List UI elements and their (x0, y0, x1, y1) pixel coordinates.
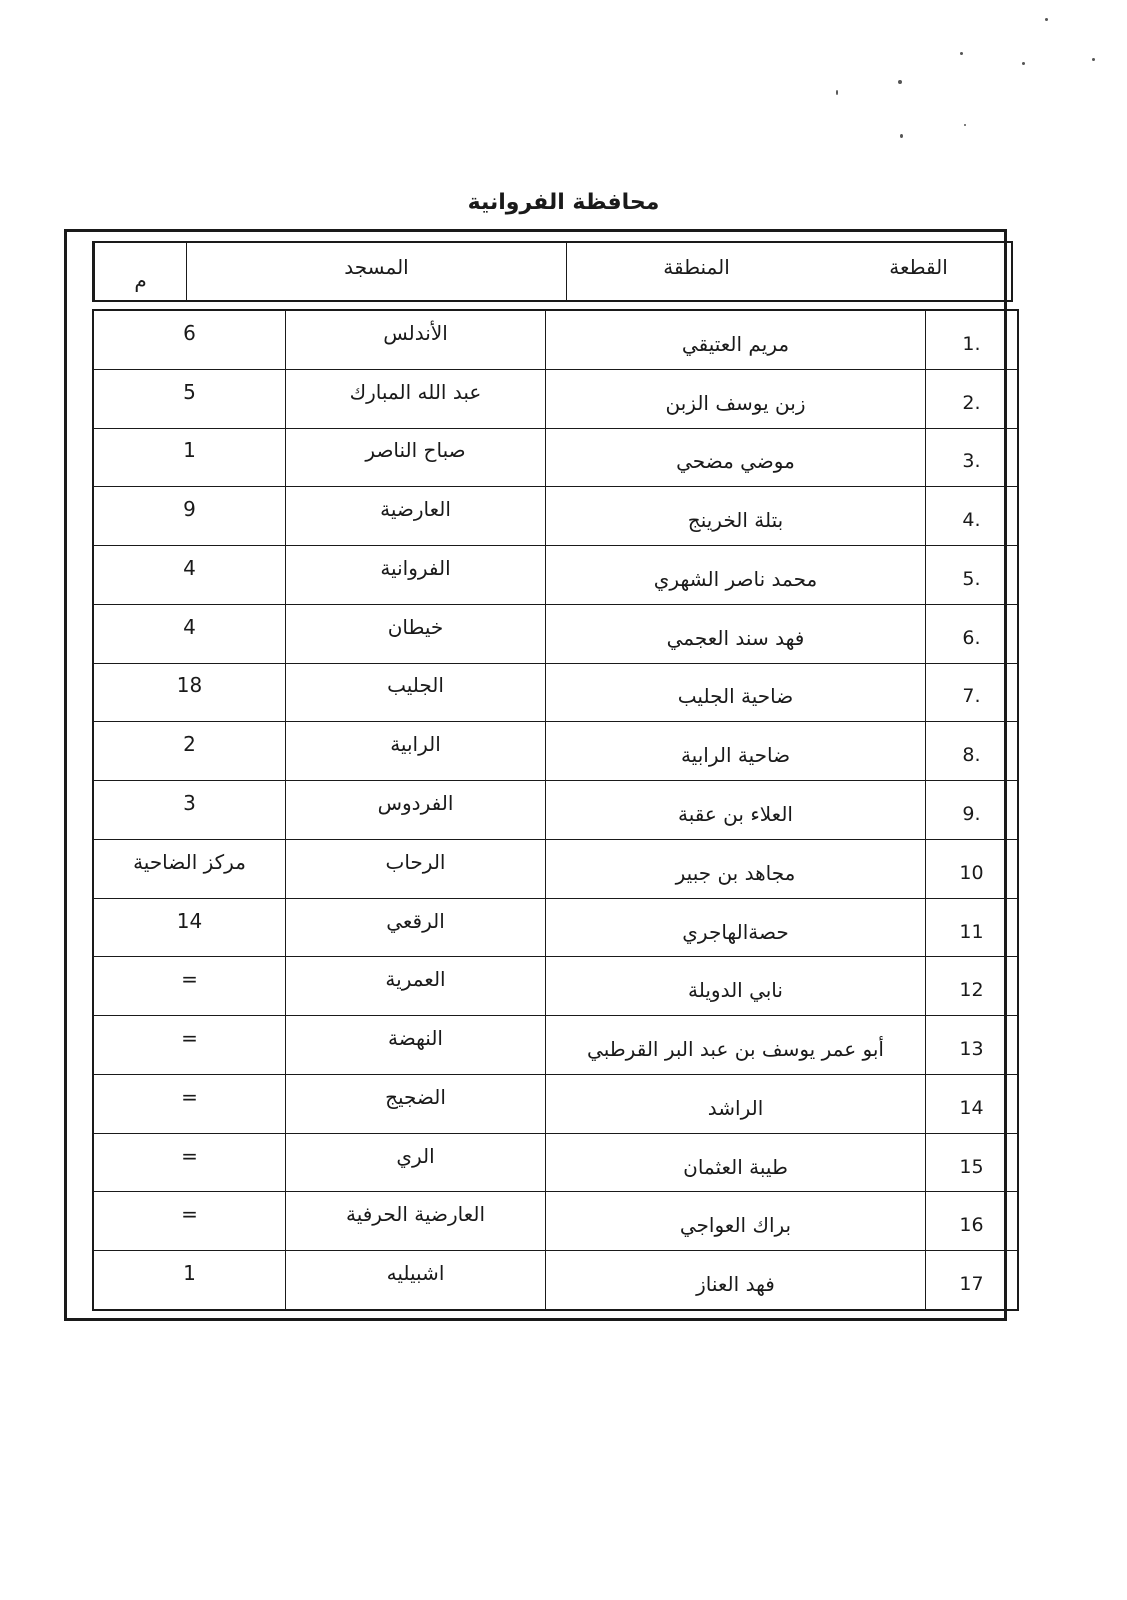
table-row (94, 487, 1017, 546)
row-block: = (181, 967, 198, 992)
table-row (94, 957, 1017, 1016)
table-row (94, 546, 1017, 605)
table-row (94, 429, 1017, 488)
table-row (94, 664, 1017, 723)
scan-speck (964, 124, 966, 126)
row-block: 14 (176, 908, 203, 933)
row-block: 5 (183, 379, 196, 404)
row-mosque: الراشد (545, 1075, 925, 1133)
row-block: 2 (183, 732, 196, 757)
row-area: عبد الله المبارك (285, 370, 545, 428)
row-block: = (181, 1202, 198, 1227)
row-mosque: نابي الدويلة (545, 957, 925, 1015)
row-area: الأندلس (285, 311, 545, 369)
row-area: العمرية (285, 957, 545, 1015)
table-row (94, 311, 1017, 370)
table-row (94, 1192, 1017, 1251)
row-number: 12 (925, 957, 1017, 1015)
table-header (92, 241, 1013, 302)
row-block: 4 (183, 555, 196, 580)
table-row (94, 370, 1017, 429)
table-row (94, 899, 1017, 958)
row-area: الضجيج (285, 1075, 545, 1133)
scan-speck (1022, 62, 1025, 65)
row-number: 4. (925, 487, 1017, 545)
row-number: 6. (925, 605, 1017, 663)
row-area: الرحاب (285, 840, 545, 898)
row-area: العارضية الحرفية (285, 1192, 545, 1250)
row-mosque: طيبة العثمان (545, 1134, 925, 1192)
row-block: 6 (183, 320, 196, 345)
row-block: 1 (183, 1261, 196, 1286)
row-block: 9 (183, 497, 196, 522)
header-number: م (94, 243, 186, 300)
row-number: 9. (925, 781, 1017, 839)
row-mosque: زبن يوسف الزبن (545, 370, 925, 428)
row-number: 13 (925, 1016, 1017, 1074)
row-number: 3. (925, 429, 1017, 487)
row-area: صباح الناصر (285, 429, 545, 487)
row-block: = (181, 1084, 198, 1109)
row-mosque: موضي مضحي (545, 429, 925, 487)
table-row (94, 1016, 1017, 1075)
header-mosque: المسجد (186, 243, 566, 300)
row-area: الري (285, 1134, 545, 1192)
row-block: = (181, 1026, 198, 1051)
row-area: الفردوس (285, 781, 545, 839)
table-row (94, 1251, 1017, 1309)
row-number: 1. (925, 311, 1017, 369)
row-number: 15 (925, 1134, 1017, 1192)
table-row (94, 840, 1017, 899)
row-block: مركز الضاحية (133, 849, 246, 874)
table-row (94, 781, 1017, 840)
row-mosque: محمد ناصر الشهري (545, 546, 925, 604)
row-area: الرقعي (285, 899, 545, 957)
row-number: 7. (925, 664, 1017, 722)
row-area: الجليب (285, 664, 545, 722)
row-block: 4 (183, 614, 196, 639)
table-row (94, 1134, 1017, 1193)
row-block: = (181, 1143, 198, 1168)
row-area: خيطان (285, 605, 545, 663)
row-area: الرابية (285, 722, 545, 780)
table-body (92, 309, 1019, 1311)
row-mosque: ضاحية الجليب (545, 664, 925, 722)
scan-speck (898, 80, 902, 84)
row-mosque: براك العواجي (545, 1192, 925, 1250)
row-block: 3 (183, 791, 196, 815)
header-block: القطعة (889, 254, 948, 279)
table-row (94, 722, 1017, 781)
table-row (94, 1075, 1017, 1134)
row-area: النهضة (285, 1016, 545, 1074)
table-row (94, 605, 1017, 664)
row-number: 17 (925, 1251, 1017, 1309)
row-number: 2. (925, 370, 1017, 428)
row-mosque: العلاء بن عقبة (545, 781, 925, 839)
row-mosque: فهد العناز (545, 1251, 925, 1309)
row-mosque: فهد سند العجمي (545, 605, 925, 663)
row-mosque: ضاحية الرابية (545, 722, 925, 780)
scan-speck (836, 90, 838, 95)
scan-speck (1045, 18, 1048, 21)
row-number: 16 (925, 1192, 1017, 1250)
row-mosque: بتلة الخرينج (545, 487, 925, 545)
scan-speck (960, 52, 963, 55)
page-title: محافظة الفروانية (467, 190, 660, 215)
row-area: اشبيليه (285, 1251, 545, 1309)
row-number: 8. (925, 722, 1017, 780)
row-block: 1 (183, 438, 196, 463)
row-number: 5. (925, 546, 1017, 604)
scan-speck (1092, 58, 1095, 61)
row-area: العارضية (285, 487, 545, 545)
row-number: 11 (925, 899, 1017, 957)
row-mosque: مريم العتيقي (545, 311, 925, 369)
row-number: 10 (925, 840, 1017, 898)
row-area: الفروانية (285, 546, 545, 604)
row-mosque: حصةالهاجري (545, 899, 925, 957)
scan-speck (900, 134, 903, 138)
header-area: المنطقة (566, 243, 826, 300)
row-number: 14 (925, 1075, 1017, 1133)
row-mosque: أبو عمر يوسف بن عبد البر القرطبي (545, 1016, 925, 1074)
row-block: 18 (176, 673, 203, 698)
row-mosque: مجاهد بن جبير (545, 840, 925, 898)
